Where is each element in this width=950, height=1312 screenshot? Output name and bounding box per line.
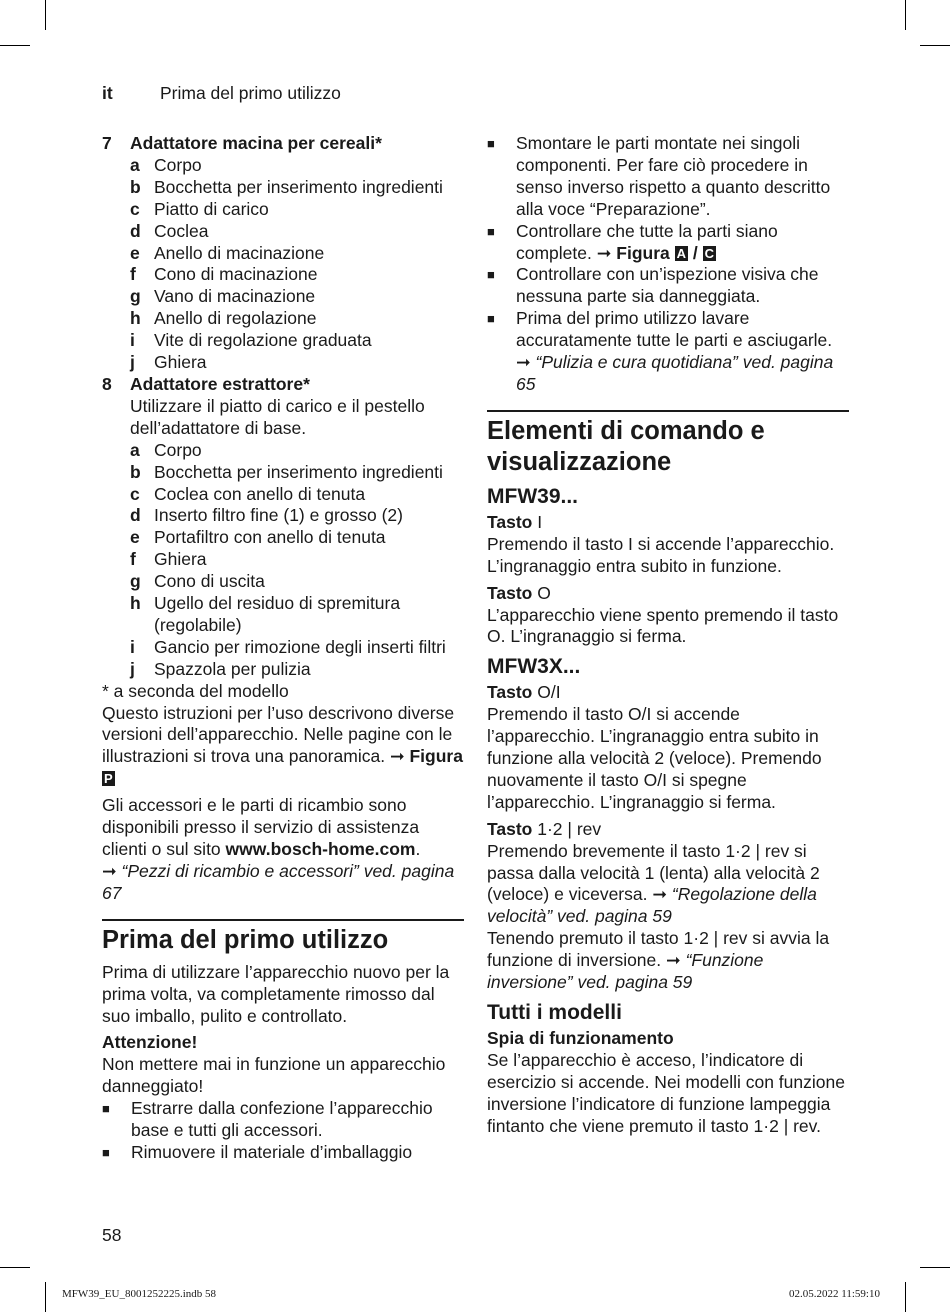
page-number: 58	[102, 1225, 122, 1245]
bullet-square-icon: ■	[487, 136, 495, 151]
item-letter: c	[130, 483, 140, 504]
cross-reference: “Funzione inversione” ved. pagina 59	[487, 950, 764, 993]
bullet-item	[487, 133, 849, 221]
item-text: Ghiera	[154, 549, 207, 570]
left-column	[102, 133, 464, 1164]
item-letter: h	[130, 308, 141, 329]
figure-box-label: A	[676, 245, 687, 261]
button-symbol: I	[537, 511, 543, 532]
item-letter: b	[130, 176, 141, 197]
spare-parts-text: Gli accessori e le parti di ricambio sono disponibili presso il servizio di assistenza clienti o sul sito	[102, 795, 420, 859]
item-text: Ugello del residuo di spremitura (regolabile)	[154, 593, 401, 635]
period: .	[415, 839, 421, 859]
bullet-text: Prima del primo utilizzo lavare accuratamente tutte le parti e asciugarle.	[516, 308, 833, 351]
button-symbol: O	[537, 582, 551, 603]
item-text: Cono di macinazione	[154, 264, 318, 285]
figure-ref: Figura	[409, 746, 463, 767]
website-link[interactable]: www.bosch-home.com	[225, 839, 416, 859]
item-letter: g	[130, 571, 141, 592]
description-text: Tenendo premuto il tasto 1·2 | rev si avvia la funzione di inversione.	[487, 928, 830, 971]
crop-mark	[0, 45, 30, 46]
parts-list-item	[102, 659, 464, 681]
description-text: Premendo brevemente il tasto 1·2 | rev si passa dalla velocità 1 (lenta) alla velocità 2 (veloce) e viceversa.	[487, 840, 820, 905]
crop-mark	[920, 1267, 950, 1268]
label-text: Tasto	[487, 682, 533, 703]
item-text: Corpo	[154, 154, 202, 175]
button-label	[487, 682, 849, 704]
button-description	[487, 841, 849, 929]
header-title: Prima del primo utilizzo	[160, 83, 341, 103]
model-heading-mfw39: MFW39...	[487, 484, 579, 508]
button-symbol: O/I	[537, 682, 561, 703]
bullet-item	[487, 308, 849, 396]
bullet-item	[102, 1098, 464, 1142]
running-header	[102, 83, 341, 104]
item-text: Piatto di carico	[154, 198, 269, 219]
item-text: Bocchetta per inserimento ingredienti	[154, 176, 443, 197]
figure-separator: /	[692, 242, 698, 263]
section-number: 8	[102, 373, 112, 394]
item-letter: h	[130, 593, 141, 614]
figure-box-label: C	[704, 245, 715, 261]
bullet-text: Controllare con un’ispezione visiva che nessuna parte sia danneggiata.	[516, 264, 819, 307]
button-label	[487, 819, 849, 841]
item-letter: a	[130, 154, 140, 175]
item-letter: a	[130, 439, 140, 460]
item-letter: g	[130, 286, 141, 307]
model-heading-mfw3x: MFW3X...	[487, 655, 581, 679]
item-text: Corpo	[154, 439, 202, 460]
item-letter: f	[130, 264, 136, 285]
cross-reference: “Regolazione della velocità” ved. pagina 59	[487, 884, 817, 927]
item-text: Coclea	[154, 220, 209, 241]
parts-list-item	[102, 155, 464, 177]
footer-file-info: MFW39_EU_8001252225.indb 58	[62, 1288, 216, 1300]
parts-list-item	[102, 221, 464, 243]
parts-list-item	[102, 352, 464, 374]
button-label	[487, 512, 849, 534]
spare-parts-paragraph	[102, 795, 464, 905]
section-heading-controls: Elementi di comando e visualizzazione	[487, 416, 765, 476]
bullet-square-icon: ■	[487, 311, 495, 327]
indicator-label: Spia di funzionamento	[487, 1028, 674, 1048]
button-description: L’apparecchio viene spento premendo il tasto O. L’ingranaggio si ferma.	[487, 604, 839, 647]
arrow-right-icon: ➞	[389, 746, 405, 767]
bullet-text: Controllare che tutte la parti siano complete.	[516, 220, 778, 263]
heading-all-models: Tutti i modelli	[487, 1001, 622, 1024]
section-7-heading	[102, 133, 464, 155]
section-divider	[102, 919, 464, 921]
arrow-right-icon: ➞	[666, 950, 681, 971]
item-letter: b	[130, 461, 141, 482]
parts-list-item	[102, 264, 464, 286]
parts-list-item	[102, 637, 464, 659]
parts-list-item	[102, 527, 464, 549]
parts-list-item	[102, 199, 464, 221]
crop-mark	[920, 45, 950, 46]
section-8-intro: Utilizzare il piatto di carico e il pestello dell’adattatore di base.	[130, 395, 425, 438]
right-column	[487, 133, 849, 1138]
parts-list-item	[102, 571, 464, 593]
arrow-right-icon: ➞	[596, 242, 612, 263]
cross-reference: “Pulizia e cura quotidiana” ved. pagina 65	[516, 352, 834, 394]
section-title: Adattatore macina per cereali*	[130, 133, 382, 153]
crop-mark	[45, 1282, 46, 1312]
item-text: Coclea con anello di tenuta	[154, 483, 366, 504]
item-text: Gancio per rimozione degli inserti filtri	[154, 636, 446, 657]
bullet-square-icon: ■	[102, 1101, 110, 1117]
warning-text: Non mettere mai in funzione un apparecchio danneggiato!	[102, 1054, 446, 1097]
parts-list-item	[102, 505, 464, 527]
parts-list-item	[102, 308, 464, 330]
bullet-text: Smontare le parti montate nei singoli componenti. Per fare ciò procedere in senso inverso rispetto a quanto descritto alla voce “Preparazione”.	[516, 133, 831, 219]
bullet-text: Estrarre dalla confezione l’apparecchio base e tutti gli accessori.	[131, 1098, 433, 1141]
item-text: Vite di regolazione graduata	[154, 330, 372, 351]
parts-list-item	[102, 549, 464, 571]
parts-list-item	[102, 243, 464, 265]
arrow-right-icon: ➞	[102, 860, 117, 881]
crop-mark	[45, 0, 46, 30]
label-text: Tasto	[487, 582, 533, 603]
item-letter: j	[130, 352, 135, 373]
button-description: Premendo il tasto O/I si accende l’apparecchio. L’ingranaggio entra subito in funzione alla velocità 2 (veloce). Premendo nuovamente il tasto O/I si spegne l’apparecchio. L’ingranaggio si ferma.	[487, 704, 822, 812]
button-description: Premendo il tasto I si accende l’apparecchio. L’ingranaggio entra subito in funzione.	[487, 533, 835, 576]
item-text: Anello di regolazione	[154, 308, 317, 329]
item-text: Vano di macinazione	[154, 286, 316, 307]
bullet-text: Rimuovere il materiale d’imballaggio	[131, 1141, 413, 1162]
footer-timestamp: 02.05.2022 11:59:10	[789, 1288, 880, 1300]
item-letter: c	[130, 198, 140, 219]
bullet-square-icon: ■	[487, 267, 495, 283]
bullet-item	[487, 264, 849, 308]
item-text: Anello di macinazione	[154, 242, 325, 263]
item-letter: d	[130, 220, 141, 241]
parts-list-item	[102, 462, 464, 484]
section-title: Adattatore estrattore*	[130, 373, 310, 394]
button-symbol: 1·2 | rev	[537, 818, 602, 839]
parts-list-item	[102, 484, 464, 506]
parts-list-item	[102, 440, 464, 462]
indicator-description: Se l’apparecchio è acceso, l’indicatore di esercizio si accende. Nei modelli con funzione inversione l’indicatore di funzione lampeggia fintanto che viene premuto il tasto 1·2 | rev.	[487, 1049, 845, 1136]
section-7-parts-list	[102, 155, 464, 374]
arrow-right-icon: ➞	[652, 884, 668, 905]
bullet-item	[102, 1142, 464, 1164]
warning-title: Attenzione!	[102, 1032, 198, 1053]
item-text: Bocchetta per inserimento ingredienti	[154, 461, 443, 482]
button-label	[487, 583, 849, 605]
section-heading-first-use: Prima del primo utilizzo	[102, 925, 389, 954]
button-description	[487, 928, 849, 994]
item-text: Inserto filtro fine (1) e grosso (2)	[154, 505, 403, 526]
item-letter: d	[130, 505, 141, 526]
item-letter: i	[130, 636, 135, 657]
label-text: Tasto	[487, 511, 533, 532]
item-text: Ghiera	[154, 352, 207, 373]
crop-mark	[0, 1267, 30, 1268]
section-8-parts-list	[102, 440, 464, 681]
footnote-model: * a seconda del modello	[102, 680, 289, 701]
item-letter: i	[130, 330, 135, 351]
parts-list-item	[102, 330, 464, 352]
parts-list-item	[102, 177, 464, 199]
item-text: Cono di uscita	[154, 571, 265, 592]
overview-text: Questo istruzioni per l’uso descrivono diverse versioni dell’apparecchio. Nelle pagine con le illustrazioni si trova una panoramica.	[102, 702, 455, 767]
bullet-item	[487, 221, 849, 265]
parts-list-item	[102, 286, 464, 308]
item-text: Portafiltro con anello di tenuta	[154, 527, 386, 548]
cross-reference: “Pezzi di ricambio e accessori” ved. pagina 67	[102, 860, 455, 903]
section-divider	[487, 410, 849, 412]
figure-box-label: P	[104, 771, 113, 787]
bullet-square-icon: ■	[487, 223, 495, 239]
crop-mark	[905, 0, 906, 30]
arrow-right-icon: ➞	[516, 352, 531, 373]
figure-ref: Figura	[616, 242, 670, 263]
overview-paragraph	[102, 703, 464, 791]
section-number: 7	[102, 133, 112, 153]
first-use-intro: Prima di utilizzare l’apparecchio nuovo per la prima volta, va completamente rimosso dal suo imballo, pulito e controllato.	[102, 961, 450, 1026]
crop-mark	[905, 1282, 906, 1312]
item-letter: e	[130, 242, 140, 263]
parts-list-item	[102, 593, 464, 637]
item-letter: f	[130, 549, 136, 570]
item-letter: e	[130, 527, 140, 548]
item-text: Spazzola per pulizia	[154, 658, 311, 679]
language-code: it	[102, 83, 113, 103]
label-text: Tasto	[487, 818, 533, 839]
bullet-square-icon: ■	[102, 1144, 110, 1160]
item-letter: j	[130, 658, 135, 679]
section-8-heading	[102, 374, 464, 396]
